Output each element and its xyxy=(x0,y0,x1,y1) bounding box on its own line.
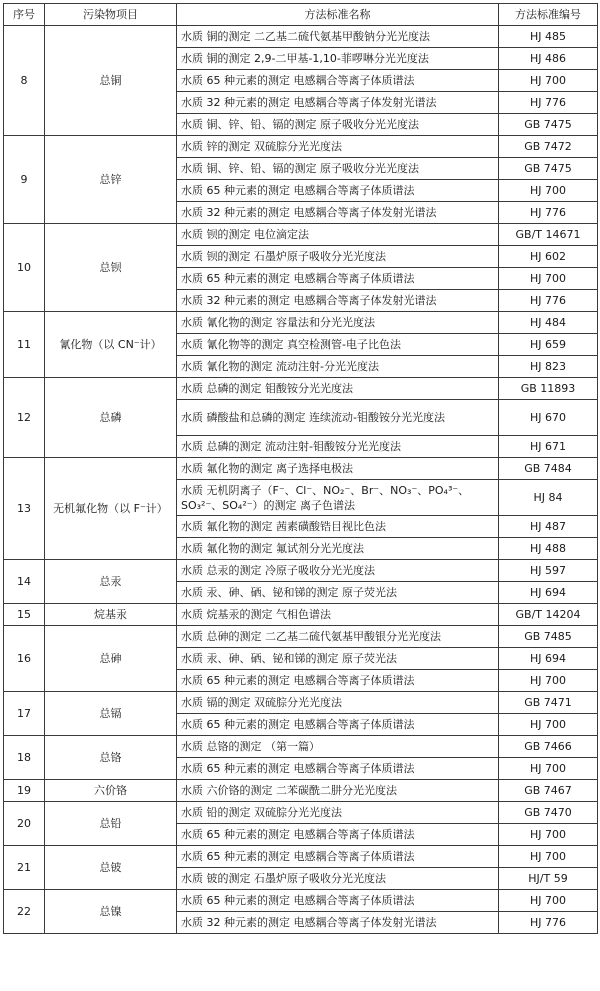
table-row xyxy=(4,890,598,912)
method-name-cell: 水质 氰化物的测定 容量法和分光光度法 xyxy=(177,312,499,334)
method-name-cell: 水质 65 种元素的测定 电感耦合等离子体质谱法 xyxy=(177,714,499,736)
table-row xyxy=(4,802,598,824)
method-name-cell: 水质 总砷的测定 二乙基二硫代氨基甲酸银分光光度法 xyxy=(177,626,499,648)
method-name-cell: 水质 65 种元素的测定 电感耦合等离子体质谱法 xyxy=(177,180,499,202)
standard-code-cell: HJ 700 xyxy=(499,268,598,290)
serial-number-cell: 11 xyxy=(4,312,45,378)
header-name: 方法标准名称 xyxy=(177,4,499,26)
method-name-cell: 水质 氰化物的测定 流动注射-分光光度法 xyxy=(177,356,499,378)
standard-code-cell: HJ 488 xyxy=(499,538,598,560)
standard-code-cell: HJ 671 xyxy=(499,436,598,458)
pollutant-item-cell: 总镉 xyxy=(45,692,177,736)
standard-code-cell: HJ 700 xyxy=(499,70,598,92)
pollutant-item-cell: 总镍 xyxy=(45,890,177,934)
method-name-cell: 水质 总磷的测定 钼酸铵分光光度法 xyxy=(177,378,499,400)
standard-code-cell: GB 7467 xyxy=(499,780,598,802)
standard-code-cell: HJ 597 xyxy=(499,560,598,582)
header-no: 序号 xyxy=(4,4,45,26)
standard-code-cell: HJ 694 xyxy=(499,582,598,604)
method-name-cell: 水质 铍的测定 石墨炉原子吸收分光光度法 xyxy=(177,868,499,890)
pollutant-item-cell: 总汞 xyxy=(45,560,177,604)
method-name-cell: 水质 65 种元素的测定 电感耦合等离子体质谱法 xyxy=(177,670,499,692)
method-name-cell: 水质 总磷的测定 流动注射-钼酸铵分光光度法 xyxy=(177,436,499,458)
method-name-cell: 水质 氰化物等的测定 真空检测管-电子比色法 xyxy=(177,334,499,356)
table-row xyxy=(4,224,598,246)
pollutant-item-cell: 总铜 xyxy=(45,26,177,136)
method-name-cell: 水质 65 种元素的测定 电感耦合等离子体质谱法 xyxy=(177,70,499,92)
table-body xyxy=(4,26,598,934)
serial-number-cell: 9 xyxy=(4,136,45,224)
standard-code-cell: GB 7471 xyxy=(499,692,598,714)
table-header xyxy=(4,4,598,26)
standard-code-cell: HJ/T 59 xyxy=(499,868,598,890)
standard-code-cell: HJ 700 xyxy=(499,758,598,780)
table-row xyxy=(4,626,598,648)
standard-code-cell: HJ 484 xyxy=(499,312,598,334)
standard-code-cell: HJ 602 xyxy=(499,246,598,268)
standard-code-cell: HJ 700 xyxy=(499,824,598,846)
standard-code-cell: HJ 700 xyxy=(499,890,598,912)
header-item: 污染物项目 xyxy=(45,4,177,26)
method-name-cell: 水质 铜的测定 二乙基二硫代氨基甲酸钠分光光度法 xyxy=(177,26,499,48)
method-name-cell: 水质 汞、砷、硒、铋和锑的测定 原子荧光法 xyxy=(177,648,499,670)
table-row xyxy=(4,312,598,334)
table-row xyxy=(4,136,598,158)
standards-table xyxy=(3,3,598,934)
pollutant-item-cell: 总锌 xyxy=(45,136,177,224)
method-name-cell: 水质 钡的测定 石墨炉原子吸收分光光度法 xyxy=(177,246,499,268)
pollutant-item-cell: 总钡 xyxy=(45,224,177,312)
standard-code-cell: GB/T 14204 xyxy=(499,604,598,626)
standard-code-cell: HJ 700 xyxy=(499,670,598,692)
standard-code-cell: GB 11893 xyxy=(499,378,598,400)
table-row xyxy=(4,378,598,400)
method-name-cell: 水质 总汞的测定 冷原子吸收分光光度法 xyxy=(177,560,499,582)
method-name-cell: 水质 氟化物的测定 离子选择电极法 xyxy=(177,458,499,480)
standard-code-cell: HJ 487 xyxy=(499,516,598,538)
method-name-cell: 水质 65 种元素的测定 电感耦合等离子体质谱法 xyxy=(177,824,499,846)
table-row xyxy=(4,780,598,802)
method-name-cell: 水质 汞、砷、硒、铋和锑的测定 原子荧光法 xyxy=(177,582,499,604)
header-code: 方法标准编号 xyxy=(499,4,598,26)
table-row xyxy=(4,736,598,758)
method-name-cell: 水质 六价铬的测定 二苯碳酰二肼分光光度法 xyxy=(177,780,499,802)
serial-number-cell: 10 xyxy=(4,224,45,312)
method-name-cell: 水质 总铬的测定 （第一篇） xyxy=(177,736,499,758)
method-name-cell: 水质 65 种元素的测定 电感耦合等离子体质谱法 xyxy=(177,268,499,290)
pollutant-item-cell: 总铅 xyxy=(45,802,177,846)
pollutant-item-cell: 总铬 xyxy=(45,736,177,780)
serial-number-cell: 15 xyxy=(4,604,45,626)
serial-number-cell: 14 xyxy=(4,560,45,604)
standard-code-cell: HJ 700 xyxy=(499,846,598,868)
standard-code-cell: GB 7484 xyxy=(499,458,598,480)
method-name-cell: 水质 32 种元素的测定 电感耦合等离子体发射光谱法 xyxy=(177,92,499,114)
pollutant-item-cell: 六价铬 xyxy=(45,780,177,802)
table-row xyxy=(4,846,598,868)
method-name-cell: 水质 65 种元素的测定 电感耦合等离子体质谱法 xyxy=(177,758,499,780)
standard-code-cell: HJ 700 xyxy=(499,714,598,736)
standard-code-cell: HJ 823 xyxy=(499,356,598,378)
method-name-cell: 水质 铜、锌、铅、镉的测定 原子吸收分光光度法 xyxy=(177,114,499,136)
pollutant-item-cell: 氰化物（以 CN⁻计） xyxy=(45,312,177,378)
method-name-cell: 水质 铅的测定 双硫腙分光光度法 xyxy=(177,802,499,824)
serial-number-cell: 16 xyxy=(4,626,45,692)
method-name-cell: 水质 氟化物的测定 氟试剂分光光度法 xyxy=(177,538,499,560)
standard-code-cell: HJ 776 xyxy=(499,912,598,934)
method-name-cell: 水质 烷基汞的测定 气相色谱法 xyxy=(177,604,499,626)
serial-number-cell: 8 xyxy=(4,26,45,136)
method-name-cell: 水质 镉的测定 双硫腙分光光度法 xyxy=(177,692,499,714)
standard-code-cell: GB 7475 xyxy=(499,158,598,180)
pollutant-item-cell: 总磷 xyxy=(45,378,177,458)
standard-code-cell: HJ 776 xyxy=(499,290,598,312)
serial-number-cell: 12 xyxy=(4,378,45,458)
serial-number-cell: 22 xyxy=(4,890,45,934)
serial-number-cell: 13 xyxy=(4,458,45,560)
table-row xyxy=(4,692,598,714)
standard-code-cell: HJ 776 xyxy=(499,92,598,114)
standard-code-cell: GB/T 14671 xyxy=(499,224,598,246)
standard-code-cell: GB 7472 xyxy=(499,136,598,158)
table-row xyxy=(4,560,598,582)
standard-code-cell: HJ 670 xyxy=(499,400,598,436)
method-name-cell: 水质 65 种元素的测定 电感耦合等离子体质谱法 xyxy=(177,890,499,912)
standard-code-cell: HJ 84 xyxy=(499,480,598,516)
method-name-cell: 水质 钡的测定 电位滴定法 xyxy=(177,224,499,246)
standard-code-cell: HJ 694 xyxy=(499,648,598,670)
table-row xyxy=(4,604,598,626)
table-row xyxy=(4,26,598,48)
serial-number-cell: 21 xyxy=(4,846,45,890)
standard-code-cell: GB 7475 xyxy=(499,114,598,136)
standard-code-cell: HJ 659 xyxy=(499,334,598,356)
method-name-cell: 水质 32 种元素的测定 电感耦合等离子体发射光谱法 xyxy=(177,202,499,224)
method-name-cell: 水质 锌的测定 双硫腙分光光度法 xyxy=(177,136,499,158)
serial-number-cell: 20 xyxy=(4,802,45,846)
serial-number-cell: 19 xyxy=(4,780,45,802)
standard-code-cell: GB 7466 xyxy=(499,736,598,758)
pollutant-item-cell: 烷基汞 xyxy=(45,604,177,626)
method-name-cell: 水质 32 种元素的测定 电感耦合等离子体发射光谱法 xyxy=(177,290,499,312)
method-name-cell: 水质 铜的测定 2,9-二甲基-1,10-菲啰啉分光光度法 xyxy=(177,48,499,70)
standard-code-cell: GB 7485 xyxy=(499,626,598,648)
method-name-cell: 水质 铜、锌、铅、镉的测定 原子吸收分光光度法 xyxy=(177,158,499,180)
pollutant-item-cell: 无机氟化物（以 F⁻计） xyxy=(45,458,177,560)
standard-code-cell: HJ 486 xyxy=(499,48,598,70)
pollutant-item-cell: 总砷 xyxy=(45,626,177,692)
table-row xyxy=(4,458,598,480)
method-name-cell: 水质 磷酸盐和总磷的测定 连续流动-钼酸铵分光光度法 xyxy=(177,400,499,436)
serial-number-cell: 18 xyxy=(4,736,45,780)
pollutant-item-cell: 总铍 xyxy=(45,846,177,890)
standard-code-cell: GB 7470 xyxy=(499,802,598,824)
method-name-cell: 水质 32 种元素的测定 电感耦合等离子体发射光谱法 xyxy=(177,912,499,934)
standard-code-cell: HJ 700 xyxy=(499,180,598,202)
method-name-cell: 水质 65 种元素的测定 电感耦合等离子体质谱法 xyxy=(177,846,499,868)
standard-code-cell: HJ 485 xyxy=(499,26,598,48)
method-name-cell: 水质 氟化物的测定 茜素磺酸锆目视比色法 xyxy=(177,516,499,538)
serial-number-cell: 17 xyxy=(4,692,45,736)
method-name-cell: 水质 无机阴离子（F⁻、Cl⁻、NO₂⁻、Br⁻、NO₃⁻、PO₄³⁻、SO₃²⁻、SO₄²⁻）的测定 离子色谱法 xyxy=(177,480,499,516)
standard-code-cell: HJ 776 xyxy=(499,202,598,224)
